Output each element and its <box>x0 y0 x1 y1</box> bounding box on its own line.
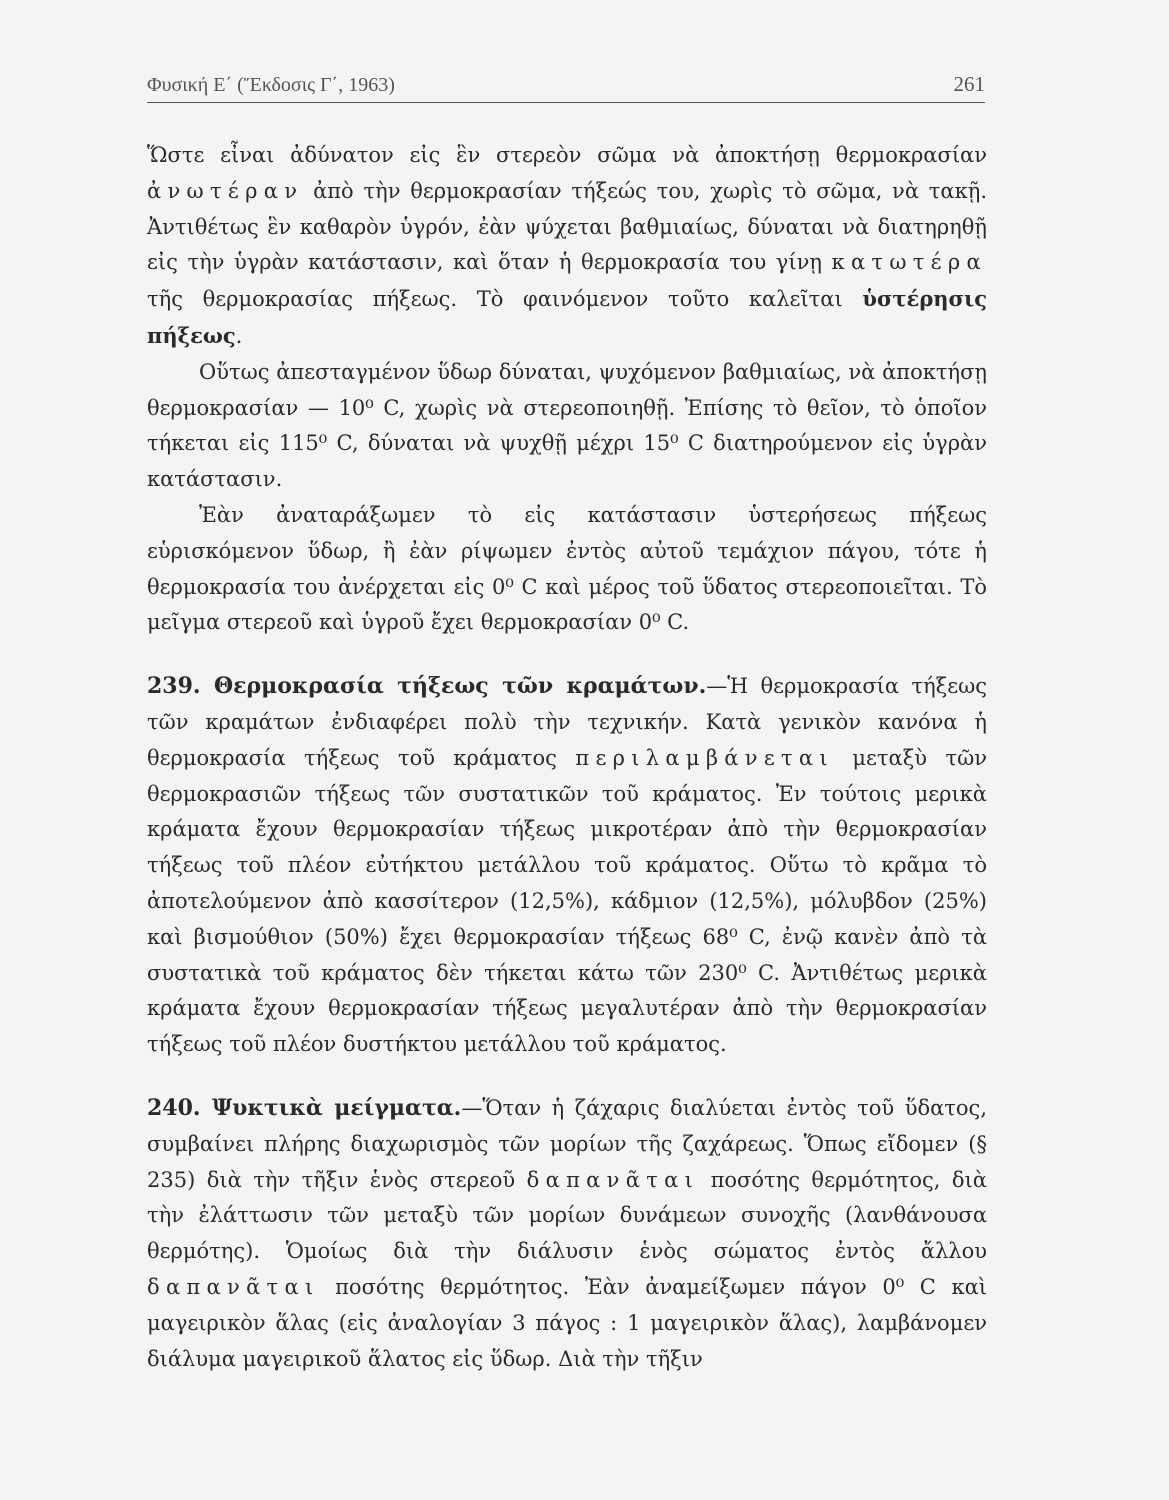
running-title: Φυσική Ε΄ (Ἔκδοσις Γ΄, 1963) <box>147 74 395 96</box>
emphasis-anoteran: ἀνωτέραν <box>147 178 304 203</box>
section-240: 240. Ψυκτικὰ μείγματα.—Ὅταν ἡ ζάχαρις διαλύεται ἐντὸς τοῦ ὕδατος, συμβαίνει πλήρης διαχωρισμὸς τῶν μορίων τῆς ζαχάρεως. Ὅπως εἴδομεν (§ 235) διὰ τὴν τῆξιν ἑνὸς στερεοῦ δαπανᾶται ποσότης θερμότητος, διὰ τὴν ἐλάττωσιν τῶν μεταξὺ τῶν μορίων δυνάμεων συνοχῆς (λανθάνουσα θερμότης). Ὁμοίως διὰ τὴν διάλυσιν ἑνὸς σώματος ἐντὸς ἄλλου δαπανᾶται ποσότης θερμότητος. Ἐὰν ἀναμείξωμεν πάγον 0⁰ C καὶ μαγειρικὸν ἅλας (εἰς ἀναλογίαν 3 πάγος : 1 μαγειρικὸν ἅλας), λαμβάνομεν διάλυμα μαγειρικοῦ ἅλατος εἰς ὕδωρ. Διὰ τὴν τῆξιν <box>147 1094 987 1371</box>
paragraph-agitation: Ἐὰν ἀναταράξωμεν τὸ εἰς κατάστασιν ὑστερήσεως πήξεως εὑρισκόμενον ὕδωρ, ἢ ἐὰν ρίψωμεν ἐντὸς αὐτοῦ τεμάχιον πάγου, τότε ἡ θερμοκρασία του ἀνέρχεται εἰς 0⁰ C καὶ μέρος τοῦ ὕδατος στερεοποιεῖται. Τὸ μεῖγμα στερεοῦ καὶ ὑγροῦ ἔχει θερμοκρασίαν 0⁰ C. <box>147 502 987 635</box>
section-239-heading: 239. Θερμοκρασία τήξεως τῶν κραμάτων. <box>147 673 707 700</box>
paragraph-supercooling: Ὥστε εἶναι ἀδύνατον εἰς ἓν στερεὸν σῶμα νὰ ἀποκτήσῃ θερμοκρασίαν ἀνωτέραν ἀπὸ τὴν θερμοκρασίαν τήξεώς του, χωρὶς τὸ σῶμα, νὰ τακῇ. Ἀντιθέτως ἓν καθαρὸν ὑγρόν, ἐὰν ψύχεται βαθμιαίως, δύναται νὰ διατηρηθῇ εἰς τὴν ὑγρὰν κατάστασιν, καὶ ὅταν ἡ θερμοκρασία του γίνῃ κατωτέρα τῆς θερμοκρασίας πήξεως. Τὸ φαινόμενον τοῦτο καλεῖται ὑστέρησις πήξεως. <box>147 143 987 348</box>
section-239: 239. Θερμοκρασία τήξεως τῶν κραμάτων.—Ἡ θερμοκρασία τήξεως τῶν κραμάτων ἐνδιαφέρει πολὺ τὴν τεχνικήν. Κατὰ γενικὸν κανόνα ἡ θερμοκρασία τήξεως τοῦ κράματος περιλαμβάνεται μεταξὺ τῶν θερμοκρασιῶν τήξεως τῶν συστατικῶν τοῦ κράματος. Ἐν τούτοις μερικὰ κράματα ἔχουν θερμοκρασίαν τήξεως μικροτέραν ἀπὸ τὴν θερμοκρασίαν τήξεως τοῦ πλέον εὐτήκτου μετάλλου τοῦ κράματος. Οὕτω τὸ κρᾶμα τὸ ἀποτελούμενον ἀπὸ κασσίτερον (12,5%), κάδμιον (12,5%), μόλυβδον (25%) καὶ βισμούθιον (50%) ἔχει θερμοκρασίαν τήξεως 68⁰ C, ἐνῷ κανὲν ἀπὸ τὰ συστατικὰ τοῦ κράματος δὲν τήκεται κάτω τῶν 230⁰ C. Ἀντιθέτως μερικὰ κράματα ἔχουν θερμοκρασίαν τήξεως μεγαλυτέραν ἀπὸ τὴν θερμοκρασίαν τήξεως τοῦ πλέον δυστήκτου μετάλλου τοῦ κράματος. <box>147 673 988 1057</box>
emphasis-perilamvanetai: περιλαμβάνεται <box>575 745 834 770</box>
emphasis-dapanatai-1: δαπανᾶται <box>526 1167 700 1192</box>
emphasis-dapanatai-2: δαπανᾶται <box>147 1274 320 1299</box>
body-text <box>147 138 987 1377</box>
page-number: 261 <box>953 72 985 96</box>
paragraph-distilled-water: Οὕτως ἀπεσταγμένον ὕδωρ δύναται, ψυχόμενον βαθμιαίως, νὰ ἀποκτήσῃ θερμοκρασίαν — 10⁰ C, χωρὶς νὰ στερεοποιηθῇ. Ἐπίσης τὸ θεῖον, τὸ ὁποῖον τήκεται εἰς 115⁰ C, δύναται νὰ ψυχθῇ μέχρι 15⁰ C διατηρούμενον εἰς ὑγρὰν κατάστασιν. <box>147 359 987 492</box>
running-header <box>147 66 985 103</box>
term-ysterisis-pixeos: ὑστέρησις πήξεως <box>147 286 987 348</box>
section-240-heading: 240. Ψυκτικὰ μείγματα. <box>147 1094 462 1121</box>
emphasis-katotera: κατωτέρα <box>831 250 987 275</box>
